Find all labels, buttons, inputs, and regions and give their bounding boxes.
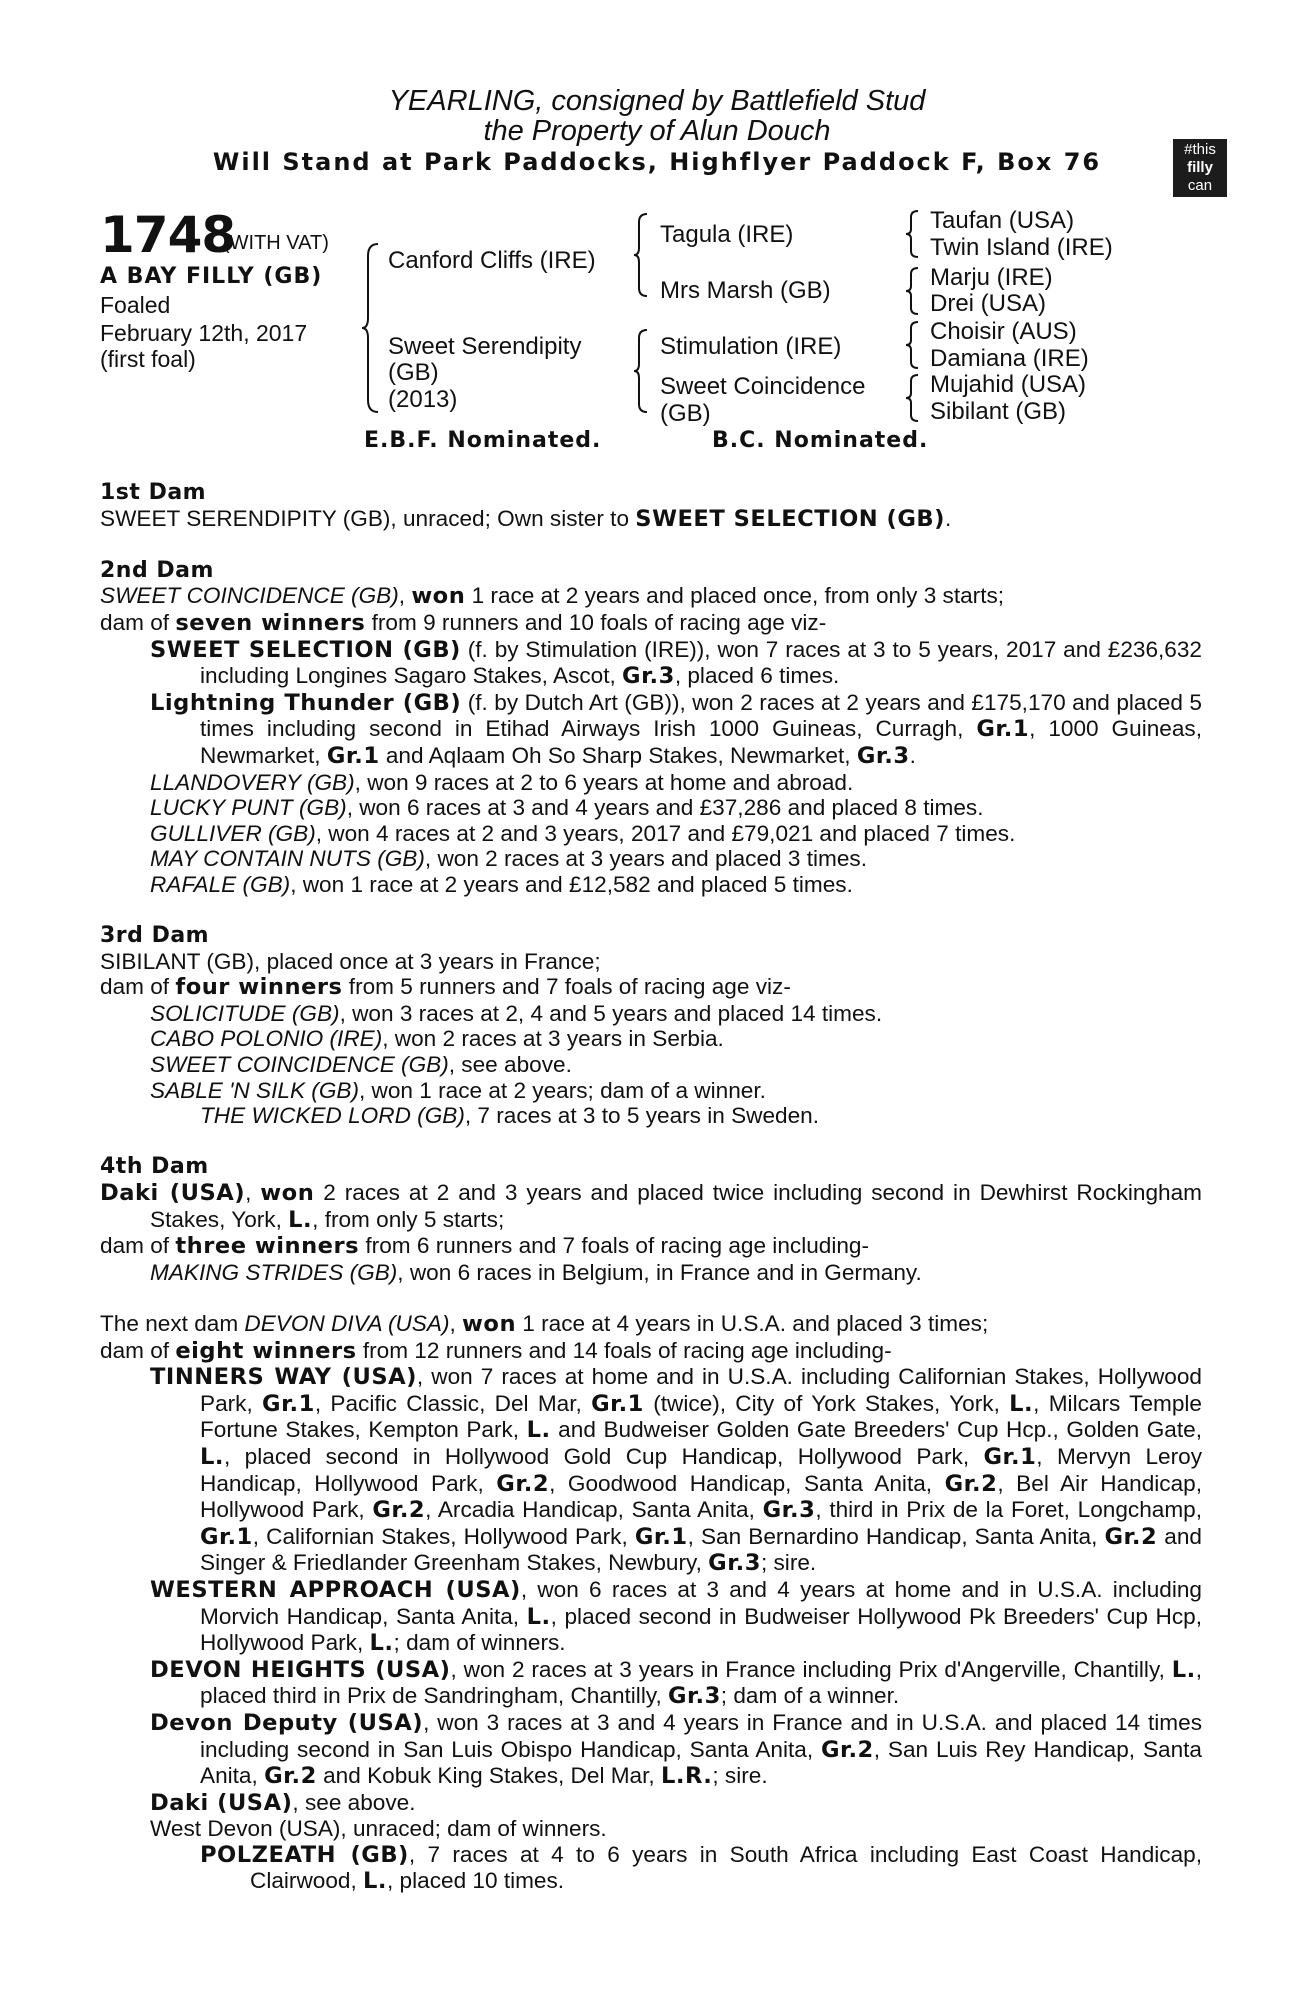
- list-item: Devon Deputy (USA), won 3 races at 3 and 4 years in France and in U.S.A. and placed 14 times including second in San Luis Obispo Handicap, Santa Anita, Gr.2, San Luis Rey Handicap, Santa Anita, Gr.2 and Kobuk King Stakes, Del Mar, L.R.; sire.: [150, 1709, 1202, 1790]
- list-item: THE WICKED LORD (GB), 7 races at 3 to 5 years in Sweden.: [200, 1103, 820, 1129]
- dam-sire: Stimulation (IRE): [660, 333, 842, 360]
- list-item: SABLE 'N SILK (GB), won 1 race at 2 years; dam of a winner.: [150, 1077, 766, 1103]
- first-dam-heading: 1st Dam: [100, 480, 207, 505]
- second-dam-produce: dam of seven winners from 9 runners and 10 foals of racing age viz-: [100, 609, 827, 636]
- first-foal-note: (first foal): [100, 346, 196, 372]
- third-dam-heading: 3rd Dam: [100, 923, 210, 949]
- list-item: Lightning Thunder (GB) (f. by Dutch Art (GB)), won 2 races at 2 years and £175,170 and placed 5 times including second in Etihad Airways Irish 1000 Guineas, Curragh, Gr.1, 1000 Guineas, Newmarket, Gr.1 and Aqlaam Oh So Sharp Stakes, Newmarket, Gr.3.: [150, 689, 1202, 769]
- header-owner: the Property of Alun Douch: [483, 115, 831, 147]
- pedigree-brace-sire: [632, 212, 650, 298]
- sire-dam: Mrs Marsh (GB): [660, 277, 831, 304]
- list-item: MAY CONTAIN NUTS (GB), won 2 races at 3 years and placed 3 times.: [150, 846, 867, 872]
- foaled-label: Foaled: [100, 292, 171, 318]
- fourth-dam-produce: dam of three winners from 6 runners and 7 foals of racing age including-: [100, 1233, 870, 1260]
- fourth-dam-heading: 4th Dam: [100, 1154, 209, 1180]
- list-item: LUCKY PUNT (GB), won 6 races at 3 and 4 years and £37,286 and placed 8 times.: [150, 795, 984, 821]
- second-dam-record: SWEET COINCIDENCE (GB), won 1 race at 2 years and placed once, from only 3 starts;: [100, 583, 1005, 610]
- fourth-dam-record: Daki (USA), won 2 races at 2 and 3 years and placed twice including second in Dewhirst Rockingham Stakes, York, L., from only 5 starts;: [100, 1180, 1202, 1233]
- gg-5: Choisir (AUS): [930, 318, 1077, 345]
- lot-number: 1748: [100, 206, 236, 264]
- list-item: SOLICITUDE (GB), won 3 races at 2, 4 and 5 years and placed 14 times.: [150, 1000, 883, 1026]
- next-dam-record: The next dam DEVON DIVA (USA), won 1 race at 4 years in U.S.A. and placed 3 times;: [100, 1311, 989, 1337]
- first-dam-text: SWEET SERENDIPITY (GB), unraced; Own sister to SWEET SELECTION (GB).: [100, 505, 952, 532]
- list-item: SWEET SELECTION (GB) (f. by Stimulation (IRE)), won 7 races at 3 to 5 years, 2017 and £236,632 including Longines Sagaro Stakes, Ascot, Gr.3, placed 6 times.: [150, 636, 1202, 690]
- list-item: CABO POLONIO (IRE), won 2 races at 3 years in Serbia.: [150, 1026, 724, 1052]
- list-item: RAFALE (GB), won 1 race at 2 years and £12,582 and placed 5 times.: [150, 871, 853, 897]
- logo-text-top: #this: [1184, 141, 1216, 158]
- pedigree-brace-g2: [904, 266, 920, 316]
- pedigree-brace-dam: [632, 328, 650, 414]
- ebf-nominated: E.B.F. Nominated.: [364, 428, 602, 453]
- header-location: Will Stand at Park Paddocks, Highflyer Paddock F, Box 76: [212, 148, 1102, 176]
- list-item: TINNERS WAY (USA), won 7 races at home and in U.S.A. including Californian Stakes, Hollywood Park, Gr.1, Pacific Classic, Del Mar, Gr.1 (twice), City of York Stakes, York, L., Milcars Temple Fortune Stakes, Kempton Park, L. and Budweiser Golden Gate Breeders' Cup Hcp., Golden Gate, L., placed second in Hollywood Gold Cup Handicap, Hollywood Park, Gr.1, Mervyn Leroy Handicap, Hollywood Park, Gr.2, Goodwood Handicap, Santa Anita, Gr.2, Bel Air Handicap, Hollywood Park, Gr.2, Arcadia Handicap, Santa Anita, Gr.3, third in Prix de la Foret, Longchamp, Gr.1, Californian Stakes, Hollywood Park, Gr.1, San Bernardino Handicap, Santa Anita, Gr.2 and Singer & Friedlander Greenham Stakes, Newbury, Gr.3; sire.: [150, 1364, 1203, 1577]
- dam-line3: (2013): [388, 386, 458, 413]
- gg-4: Drei (USA): [930, 290, 1047, 317]
- dam-dam-line2: (GB): [660, 400, 711, 427]
- header-consignor: YEARLING, consigned by Battlefield Stud: [388, 85, 926, 117]
- third-dam-record: SIBILANT (GB), placed once at 3 years in France;: [100, 948, 601, 974]
- list-item: West Devon (USA), unraced; dam of winners.: [150, 1816, 607, 1842]
- list-item: Daki (USA), see above.: [150, 1789, 416, 1816]
- list-item: WESTERN APPROACH (USA), won 6 races at 3 and 4 years at home and in U.S.A. including Morvich Handicap, Santa Anita, L., placed second in Budweiser Hollywood Pk Breeders' Cup Hcp, Hollywood Park, L.; dam of winners.: [150, 1576, 1202, 1657]
- logo-text-bottom: can: [1187, 177, 1213, 194]
- list-item: MAKING STRIDES (GB), won 6 races in Belgium, in France and in Germany.: [150, 1259, 922, 1285]
- pedigree-brace-g1: [904, 209, 920, 259]
- next-dam-produce: dam of eight winners from 12 runners and 14 foals of racing age including-: [100, 1337, 892, 1364]
- pedigree-brace-g4: [904, 373, 920, 423]
- second-dam-heading: 2nd Dam: [100, 557, 214, 583]
- dam-line1: Sweet Serendipity: [388, 333, 582, 360]
- gg-7: Mujahid (USA): [930, 371, 1087, 398]
- dam-dam-line1: Sweet Coincidence: [660, 373, 866, 400]
- list-item: GULLIVER (GB), won 4 races at 2 and 3 years, 2017 and £79,021 and placed 7 times.: [150, 820, 1016, 846]
- third-dam-produce: dam of four winners from 5 runners and 7 foals of racing age viz-: [100, 974, 791, 1001]
- gg-2: Twin Island (IRE): [930, 234, 1113, 261]
- foaled-date: February 12th, 2017: [100, 320, 308, 346]
- list-item: LLANDOVERY (GB), won 9 races at 2 to 6 years at home and abroad.: [150, 769, 854, 795]
- this-filly-can-logo: [1173, 139, 1227, 197]
- dam-line2: (GB): [388, 359, 439, 386]
- gg-3: Marju (IRE): [930, 264, 1053, 291]
- sire: Canford Cliffs (IRE): [388, 247, 596, 274]
- horse-name: A BAY FILLY (GB): [100, 264, 323, 289]
- gg-8: Sibilant (GB): [930, 398, 1067, 425]
- pedigree-brace-main: [360, 242, 382, 414]
- pedigree-brace-g3: [904, 320, 920, 370]
- sire-sire: Tagula (IRE): [660, 221, 794, 248]
- pedigree-notes: [100, 480, 1202, 1895]
- list-item: SWEET COINCIDENCE (GB), see above.: [150, 1052, 572, 1078]
- gg-1: Taufan (USA): [930, 207, 1075, 234]
- logo-text-middle: filly: [1187, 159, 1213, 176]
- gg-6: Damiana (IRE): [930, 345, 1089, 372]
- bc-nominated: B.C. Nominated.: [712, 428, 929, 453]
- list-item: DEVON HEIGHTS (USA), won 2 races at 3 years in France including Prix d'Angerville, Chantilly, L., placed third in Prix de Sandringham, Chantilly, Gr.3; dam of a winner.: [150, 1656, 1202, 1710]
- list-item: POLZEATH (GB), 7 races at 4 to 6 years in South Africa including East Coast Handicap, Clairwood, L., placed 10 times.: [200, 1841, 1202, 1895]
- vat-note: (WITH VAT): [223, 232, 329, 254]
